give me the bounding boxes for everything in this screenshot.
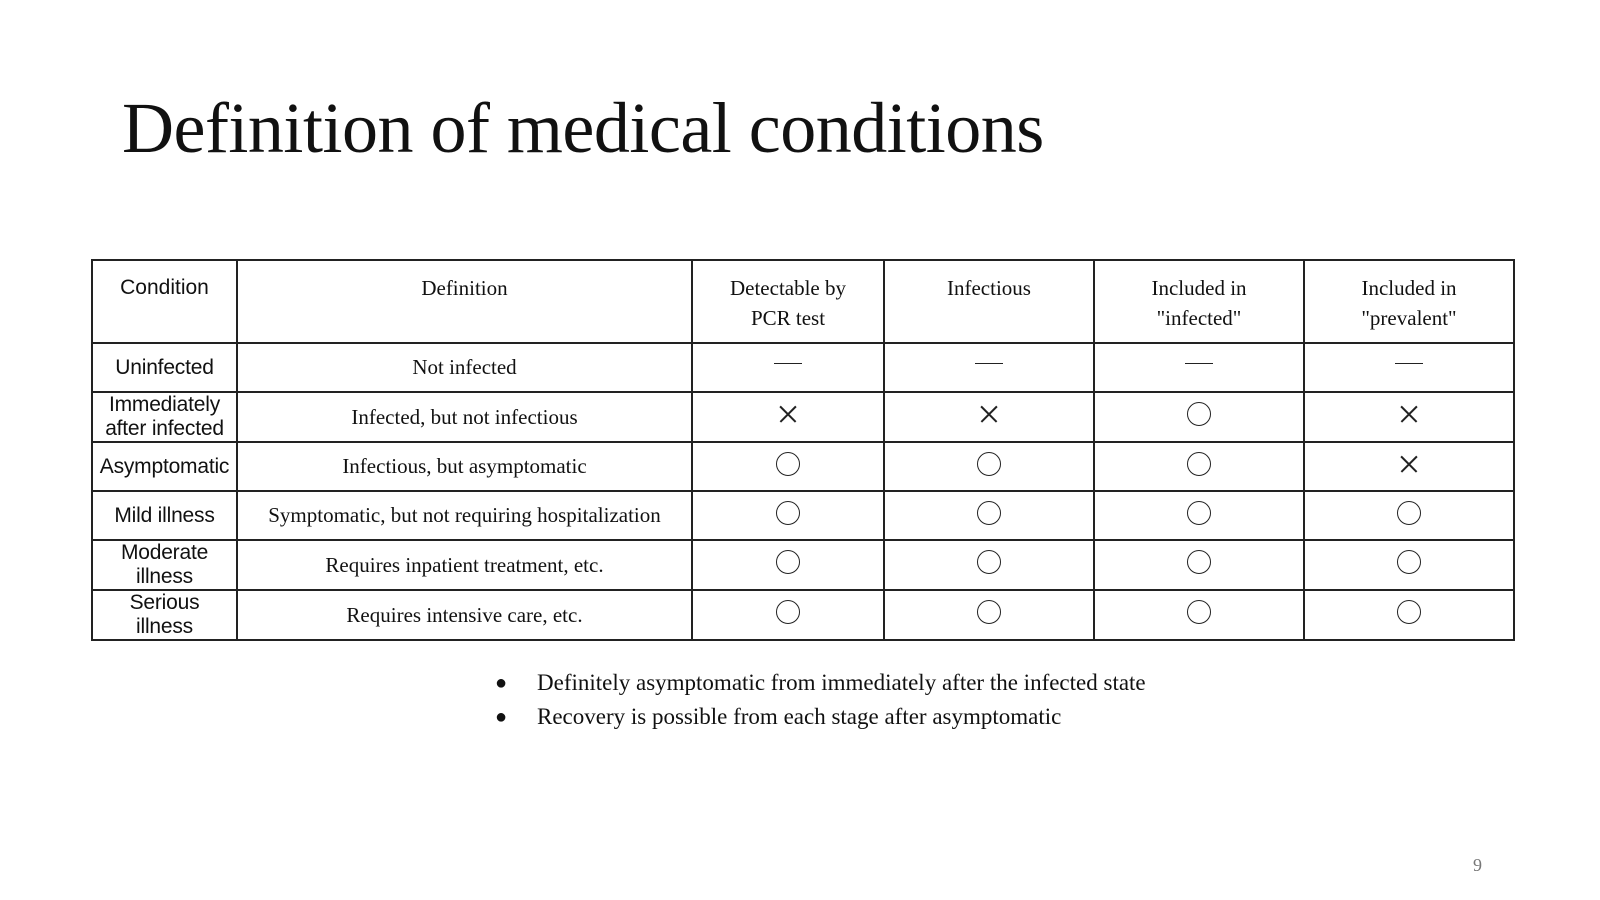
infected-cell [1094,392,1304,442]
circle-icon [977,550,1001,574]
infected-cell [1094,343,1304,392]
bullet-icon: ● [495,672,508,694]
header-condition-label: Condition [120,276,209,299]
condition-cell [92,442,237,491]
infected-cell [1094,442,1304,491]
table-row [92,392,1514,442]
dash-icon [774,363,802,364]
definition-cell [237,491,692,540]
note-text: Recovery is possible from each stage after asymptomatic [537,704,1062,729]
header-condition [92,260,237,343]
circle-icon [1397,550,1421,574]
circle-icon [776,600,800,624]
pcr-cell [692,442,884,491]
dash-icon [1185,363,1213,364]
table-body [92,343,1514,640]
condition-cell [92,491,237,540]
circle-icon [1187,402,1211,426]
pcr-cell [692,590,884,640]
header-infected-line2: "infected" [1156,306,1242,330]
header-infectious-label: Infectious [947,276,1031,300]
dash-icon [975,363,1003,364]
circle-icon [1187,501,1211,525]
prevalent-cell [1304,442,1514,491]
header-prevalent [1304,260,1514,343]
condition-label-line1: Moderate [120,541,209,564]
condition-label-line2: after infected [105,417,224,440]
header-definition [237,260,692,343]
header-infected-line1: Included in [1151,276,1247,300]
condition-label-line1: Mild illness [114,503,215,527]
header-definition-label: Definition [421,276,508,300]
notes-list [495,666,1146,734]
circle-icon [1397,501,1421,525]
header-pcr-line2: PCR test [750,306,826,330]
prevalent-cell [1304,392,1514,442]
pcr-cell [692,392,884,442]
circle-icon [1187,452,1211,476]
definition-text: Requires inpatient treatment, etc. [325,552,604,577]
slide-title: Definition of medical conditions [122,88,1044,168]
condition-label-line1: Asymptomatic [99,454,230,478]
condition-cell [92,540,237,590]
definition-text: Infectious, but asymptomatic [342,454,587,478]
definition-cell [237,442,692,491]
prevalent-cell [1304,540,1514,590]
prevalent-cell [1304,590,1514,640]
circle-icon [1397,600,1421,624]
circle-icon [977,501,1001,525]
infectious-cell [884,343,1094,392]
definition-cell [237,392,692,442]
cross-icon [1399,404,1419,424]
pcr-cell [692,540,884,590]
prevalent-cell [1304,343,1514,392]
dash-icon [1395,363,1423,364]
circle-icon [776,550,800,574]
header-pcr-line1: Detectable by [729,276,847,300]
infectious-cell [884,442,1094,491]
circle-icon [776,501,800,525]
condition-label-line1: Serious [129,591,200,614]
condition-cell [92,343,237,392]
condition-label-line2: illness [136,615,193,638]
header-infectious [884,260,1094,343]
header-prevalent-line2: "prevalent" [1361,306,1457,330]
conditions-table [91,259,1515,641]
prevalent-cell [1304,491,1514,540]
page-number: 9 [1473,855,1482,875]
note-item [495,700,1146,734]
cross-icon [1399,454,1419,474]
pcr-cell [692,343,884,392]
infectious-cell [884,540,1094,590]
cross-icon [979,404,999,424]
infectious-cell [884,590,1094,640]
infected-cell [1094,491,1304,540]
infectious-cell [884,392,1094,442]
table-row [92,491,1514,540]
infected-cell [1094,590,1304,640]
bullet-icon: ● [495,706,508,728]
condition-label-line2: illness [136,565,193,588]
infectious-cell [884,491,1094,540]
table-row [92,590,1514,640]
condition-label-line1: Immediately [108,393,220,416]
table-row [92,540,1514,590]
table-row [92,442,1514,491]
infected-cell [1094,540,1304,590]
definition-text: Not infected [412,355,517,379]
table-header-row [92,260,1514,343]
definition-text: Infected, but not infectious [351,404,578,429]
definition-cell [237,343,692,392]
condition-label-line1: Uninfected [115,355,214,379]
circle-icon [1187,550,1211,574]
condition-cell [92,590,237,640]
definition-text: Symptomatic, but not requiring hospitalization [268,503,661,527]
condition-cell [92,392,237,442]
header-prevalent-line1: Included in [1361,276,1457,300]
definition-cell [237,540,692,590]
circle-icon [776,452,800,476]
circle-icon [977,600,1001,624]
circle-icon [977,452,1001,476]
header-infected [1094,260,1304,343]
pcr-cell [692,491,884,540]
note-item [495,666,1146,700]
circle-icon [1187,600,1211,624]
definition-text: Requires intensive care, etc. [346,602,583,627]
definition-cell [237,590,692,640]
note-text: Definitely asymptomatic from immediately after the infected state [537,670,1146,695]
header-pcr [692,260,884,343]
cross-icon [778,404,798,424]
table-row [92,343,1514,392]
